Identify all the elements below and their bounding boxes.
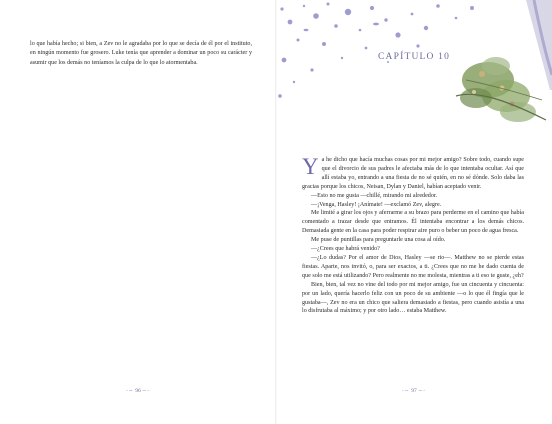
- ornament-flourish-icon: ∽◦: [418, 389, 427, 394]
- leafy-branch-illustration-icon: [446, 0, 552, 150]
- right-page: [276, 0, 552, 424]
- right-page-number: 97: [411, 388, 417, 394]
- body-paragraph: Bien, bien, tal vez no vine del todo por mi mejor amigo, fue un cincuenta y cincuenta: por un lado, quería hacerlo feliz con un poco de su ambiente —o lo que él fingía que le gustaba—, Zev no era un chico que saliera demasiado a fiestas, pero cuando asistía a una lo disfrutaba al máximo; y por otro lado… estaba Matthew.: [302, 281, 524, 315]
- body-paragraph: Me limité a girar los ojos y aferrarme a su brazo para perderme en el camino que había comentado a trazar desde que entramos. Él intentaba encontrar a los demás chicos. Demasiada gente en la casa para poder respirar aire puro o beber un poco de agua fresca.: [302, 210, 524, 235]
- ornament-flourish-icon: ∽◦: [142, 389, 151, 394]
- chapter-body: [302, 156, 524, 316]
- left-page-footer: [108, 388, 168, 394]
- right-page-footer: [384, 388, 444, 394]
- body-paragraph: —Esto no me gusta —chillé, mirando mi alrededor.: [311, 192, 438, 199]
- chapter-opening-paragraph: [302, 156, 524, 192]
- body-paragraph: —¿Crees que habrá venido?: [311, 246, 380, 253]
- body-paragraph: Me puse de puntillas para preguntarle una cosa al oído.: [311, 237, 446, 244]
- chapter-title: CAPÍTULO 10: [378, 52, 451, 62]
- drop-cap: Y: [302, 154, 319, 179]
- opening-paragraph-text: a he dicho que hacía muchas cosas por mi mejor amigo? Sobre todo, cuando supe que el divorcio de sus padres le afectaba más de lo que intentaba ocultar. Así que allí estaba yo, entrando a una fiesta de no sé quién, en no sé dónde. Solo daba las gracias porque los chicos, Neisan, Dylan y Daniel, habían aceptado venir.: [302, 157, 524, 190]
- left-page-paragraph: lo que había hecho; si bien, a Zev no le agradaba por lo que se decía de él por el instituto, en ningún momento fue grosero. Luke tenía que aprender a dominar un poco su carácter y asumir que los demás no teníamos la culpa de lo que lo atormentaba.: [30, 41, 252, 66]
- ornament-flourish-icon: ◦∽: [401, 389, 410, 394]
- left-page-number: 96: [135, 388, 141, 394]
- ornament-flourish-icon: ◦∽: [125, 389, 134, 394]
- body-paragraph: —¡Venga, Hasley! ¡Anímate! —exclamó Zev, alegre.: [311, 201, 442, 208]
- body-paragraph: —¿Lo dudas? Por el amor de Dios, Hasley —se rio—. Matthew no se pierde estas fiestas. Aparte, nos invitó, o, para ser exactos, a ti. ¿Crees que no me he dado cuenta de que solo me está utilizando? Pero realmente no me molesta, mientras a ti eso te guste, ¿eh?: [302, 254, 524, 279]
